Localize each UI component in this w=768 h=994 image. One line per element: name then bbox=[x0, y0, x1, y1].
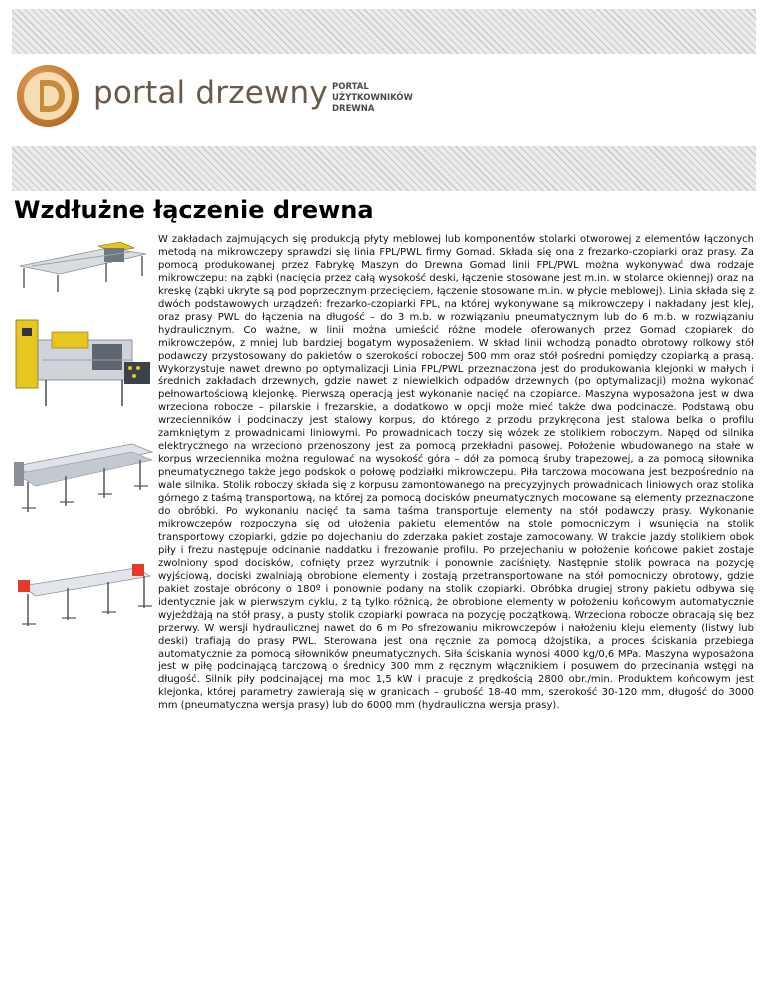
machine-photo-4[interactable] bbox=[12, 546, 154, 658]
logo-tagline-line: DREWNA bbox=[332, 104, 375, 114]
logo-tagline-line: UŻYTKOWNIKÓW bbox=[332, 93, 413, 103]
logo-wordmark: portal drzewny bbox=[93, 75, 328, 111]
logo-tagline bbox=[332, 82, 413, 115]
header-pattern-bottom bbox=[12, 146, 756, 191]
logo-tagline-line: PORTAL bbox=[332, 82, 369, 92]
machine-photo-3[interactable] bbox=[12, 426, 154, 538]
article-title: Wzdłużne łączenie drewna bbox=[14, 196, 374, 224]
machine-photo-2[interactable] bbox=[12, 304, 154, 416]
header-pattern-top bbox=[12, 9, 756, 54]
portal-drzewny-logo-icon bbox=[16, 64, 80, 128]
site-logo[interactable] bbox=[16, 64, 436, 130]
machine-photo-1[interactable] bbox=[12, 232, 154, 294]
article-body: W zakładach zajmujących się produkcją płyty meblowej lub komponentów stolarki otworowej z elementów łączonych metodą na mikrowczepy sprawdzi się linia FPL/PWL firmy Gomad. Składa się ona z frezarko-czopiarki oraz prasy. Za pomocą produkowanej przez Fabrykę Maszyn do Drewna Gomad linii FPL/PWL można wykonywać dwa rodzaje mikrowczepu: na ząbki (nacięcia przez całą wysokość deski, łączenie stosowane jest m.in. w stolarce okiennej) oraz na kreskę (ząbki ukryte są pod poprzecznym przecięciem, łączenie stosowane m.in. w płycie meblowej). Linia składa się z dwóch podstawowych urządzeń: frezarko-czopiarki FPL, na której wykonywane są mikrowczepy i nakładany jest klej, oraz prasy PWL do łączenia na długość – do 3 m.b. w rozwiązaniu pneumatycznym lub do 6 m.b. w rozwiązaniu hydraulicznym. Co ważne, w linii można umieścić różne modele oferowanych przez Gomad czopiarek do mikrowczepów, z mniej lub bardziej bogatym wyposażeniem. W skład linii wchodzą ponadto obrotowy rolkowy stół podawczy przystosowany do pakietów o szerokości roboczej 500 mm oraz stół pośredni pomiędzy czopiarką a prasą. Wykorzystuje nawet drewno po optymalizacji Linia FPL/PWL przeznaczona jest do produkowania klejonki w małych i średnich zakładach drzewnych, gdzie nawet z niewielkich odpadów drzewnych (po optymalizacji) można wykonać pełnowartościową klejonkę. Pierwszą operacją jest wykonanie nacięć na czopiarce. Maszyna wyposażona jest w dwa wrzeciona robocze – pilarskie i frezarskie, a dodatkowo w opcji może mieć także dwa podcinacze. Podstawą obu wrzecienników i podcinaczy jest stalowy korpus, do którego z przodu przykręcona jest stalowa belka o profilu zamkniętym z prowadnicami liniowymi. Po prowadnicach toczy się wózek ze stolikiem roboczym. Napęd od silnika elektrycznego na wrzeciono przenoszony jest za pomocą przekładni pasowej. Położenie wbudowanego na stałe w korpus wrzeciennika można regulować na wysokość góra – dół za pomocą śruby trapezowej, a za pomocą siłownika pneumatycznego także jego podskok o połowę podziałki mikrowczepu. Piła tarczowa mocowana jest bezpośrednio na wale silnika. Stolik roboczy składa się z korpusu zamontowanego na precyzyjnych prowadnicach liniowych oraz stolika górnego z taśmą transportową, na której za pomocą docisków pneumatycznych mocowane są elementy przeznaczone do obróbki. Po wykonaniu nacięć ta sama taśma transportuje elementy na stół podawczy prasy. Wykonanie mikrowczepów rozpoczyna się od ułożenia pakietu elementów na stole pomocniczym i wsunięcia na stolik transportowy czopiarki, gdzie po dojechaniu do zderzaka pakiet zostaje zamocowany. W trakcie jazdy stolikiem obok piły i frezu następuje odcinanie naddatku i frezowanie profilu. Po przejechaniu w położenie końcowe pakiet zostaje zwolniony spod docisków, cofnięty przez wyrzutnik i ponownie zaciśnięty. Następnie stolik powraca na pozycję wyjściową, dociski zwalniają obrobione elementy i zostają przetransportowane na stół pomocniczy obrotowy, gdzie pakiet zostaje obrócony o 180º i ponownie podany na stolik czopiarki. Obróbka drugiej strony pakietu odbywa się identycznie jak w pierwszym cyklu, z tą tylko różnicą, że obrobione elementy w położeniu końcowym automatycznie wyjeżdżają na stół prasy, a pusty stolik czopiarki powraca na pozycję początkową. Wrzeciona robocze obracają się bez przerwy. W wersji hydraulicznej nawet do 6 m Po sfrezowaniu mikrowczepów i nałożeniu kleju elementy (listwy lub deski) trafiają do prasy PWL. Sterowana jest ona ręcznie za pomocą dżojstika, a proces ściskania przebiega automatycznie za pomocą siłowników pneumatycznych. Siła ściskania wynosi 4000 kg/0,6 MPa. Maszyna wyposażona jest w piłę podcinającą tarczową o średnicy 300 mm z ręcznym włącznikiem i posuwem do przecinania wstęgi na długość. Silnik piły podcinającej ma moc 1,5 kW i pracuje z prędkością 2800 obr./min. Produktem końcowym jest klejonka, której parametry zawierają się w granicach – grubość 18-40 mm, szerokość 30-120 mm, długość do 3000 mm (pneumatyczna wersja prasy) lub do 6000 mm (hydrauliczna wersja prasy). bbox=[158, 234, 754, 712]
